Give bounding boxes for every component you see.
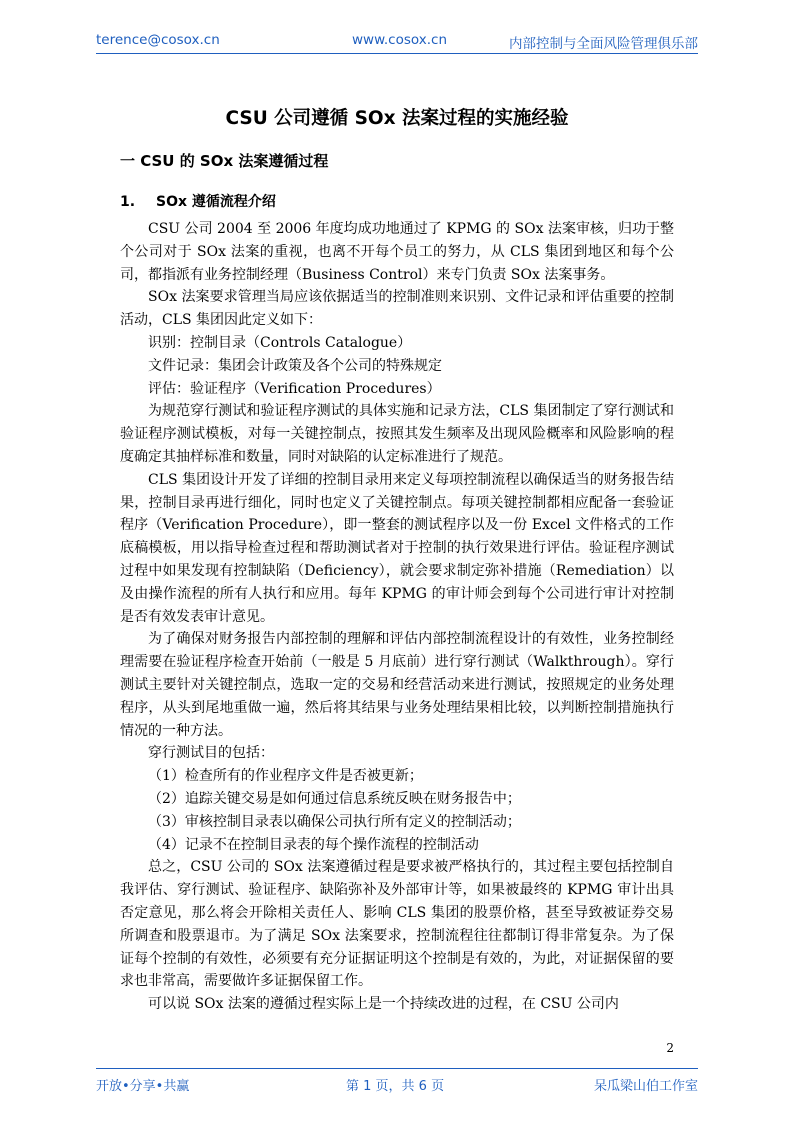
header-club-name: 内部控制与全面风险管理俱乐部 bbox=[509, 36, 698, 52]
section-heading: 一 CSU 的 SOx 法案遵循过程 bbox=[120, 152, 329, 170]
subsection-number: 1. bbox=[120, 194, 136, 210]
header-website: www.cosox.cn bbox=[352, 32, 447, 48]
paragraph: 识别：控制目录（Controls Catalogue） bbox=[148, 334, 412, 351]
body-text bbox=[120, 218, 674, 1016]
subsection-heading bbox=[120, 191, 276, 211]
footer-divider bbox=[96, 1068, 698, 1069]
paragraph: 为规范穿行测试和验证程序测试的具体实施和记录方法，CLS 集团制定了穿行测试和验证程序测试模板，对每一关键控制点，按照其发生频率及出现风险概率和风险影响的程度确定其抽样标准和数量，同时对缺陷的认定标准进行了规范。 bbox=[120, 403, 674, 465]
paragraph: SOx 法案要求管理当局应该依据适当的控制准则来识别、文件记录和评估重要的控制活动，CLS 集团因此定义如下： bbox=[120, 289, 674, 329]
paragraph: 可以说 SOx 法案的遵循过程实际上是一个持续改进的过程，在 CSU 公司内 bbox=[148, 996, 619, 1013]
page-number: 2 bbox=[666, 1041, 674, 1055]
paragraph: 为了确保对财务报告内部控制的理解和评估内部控制流程设计的有效性，业务控制经理需要在验证程序检查开始前（一般是 5 月底前）进行穿行测试（Walkthrough）。穿行测试主要针对关键控制点，选取一定的交易和经营活动来进行测试，按照规定的业务处理程序，从头到尾地重做一遍，然后将其结果与业务处理结果相比较，以判断控制措施执行情况的一种方法。 bbox=[120, 631, 674, 739]
paragraph: CSU 公司 2004 至 2006 年度均成功地通过了 KPMG 的 SOx 法案审核，归功于整个公司对于 SOx 法案的重视，也离不开每个员工的努力，从 CLS 集团到地区和每个公司，都指派有业务控制经理（Business Control）来专门负责 SOx 法案事务。 bbox=[120, 221, 674, 283]
header-divider bbox=[96, 53, 698, 54]
footer-slogan: 开放•分享•共赢 bbox=[96, 1079, 190, 1094]
list-item: （4）记录不在控制目录表的每个操作流程的控制活动 bbox=[148, 836, 479, 853]
paragraph: 文件记录：集团会计政策及各个公司的特殊规定 bbox=[148, 357, 442, 374]
list-item: （3）审核控制目录表以确保公司执行所有定义的控制活动； bbox=[148, 813, 521, 830]
list-item: （2）追踪关键交易是如何通过信息系统反映在财务报告中； bbox=[148, 790, 521, 807]
list-item: （1）检查所有的作业程序文件是否被更新； bbox=[148, 768, 423, 785]
paragraph: 评估：验证程序（Verification Procedures） bbox=[148, 380, 441, 397]
subsection-title: SOx 遵循流程介绍 bbox=[156, 194, 276, 210]
header-email: terence@cosox.cn bbox=[96, 32, 220, 48]
paragraph: 总之，CSU 公司的 SOx 法案遵循过程是要求被严格执行的，其过程主要包括控制自我评估、穿行测试、验证程序、缺陷弥补及外部审计等，如果被最终的 KPMG 审计出具否定意见，那么将会开除相关责任人、影响 CLS 集团的股票价格，甚至导致被证券交易所调查和股票退市。为了满足 SOx 法案要求，控制流程往往都制订得非常复杂。为了保证每个控制的有效性，必须要有充分证据证明这个控制是有效的，为此，对证据保留的要求也非常高，需要做许多证据保留工作。 bbox=[120, 859, 674, 990]
footer-studio-name: 呆瓜梁山伯工作室 bbox=[593, 1079, 698, 1094]
paragraph: CLS 集团设计开发了详细的控制目录用来定义每项控制流程以确保适当的财务报告结果，控制目录再进行细化，同时也定义了关键控制点。每项关键控制都相应配备一套验证程序（Verification Procedure），即一整套的测试程序以及一份 Excel 文件格式的工作底稿模板，用以指导检查过程和帮助测试者对于控制的执行效果进行评估。验证程序测试过程中如果发现有控制缺陷（Deficiency），就会要求制定弥补措施（Remediation）以及由操作流程的所有人执行和应用。每年 KPMG 的审计师会到每个公司进行审计对控制是否有效发表审计意见。 bbox=[120, 471, 674, 625]
paragraph: 穿行测试目的包括： bbox=[148, 745, 274, 762]
footer-page-count: 第 1 页，共 6 页 bbox=[346, 1079, 445, 1094]
document-title: CSU 公司遵循 SOx 法案过程的实施经验 bbox=[225, 108, 569, 129]
